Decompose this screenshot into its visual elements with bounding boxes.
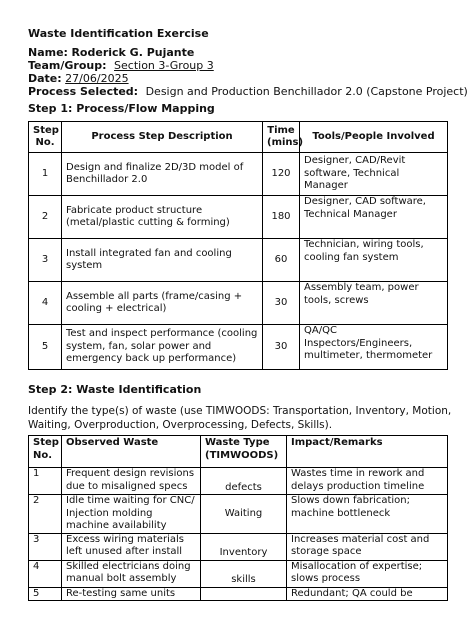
process-label: Process Selected: [28, 85, 139, 98]
header-observed-waste: Observed Waste [62, 436, 201, 468]
step1-heading: Step 1: Process/Flow Mapping [28, 102, 215, 115]
time-cell: 30 [263, 282, 300, 325]
header-time: Time (mins) [263, 122, 300, 153]
table-row [29, 239, 448, 282]
table-row [29, 153, 448, 196]
team-row [28, 59, 468, 72]
table-row [29, 325, 448, 370]
observed-waste-cell: Re-testing same units [62, 587, 201, 601]
time-cell: 60 [263, 239, 300, 282]
header-waste-type: Waste Type (TIMWOODS) [201, 436, 287, 468]
desc-cell: Design and finalize 2D/3D model of Benchillador 2.0 [62, 153, 263, 196]
document-meta [28, 46, 468, 98]
step-no-cell: 3 [29, 239, 62, 282]
step-no-cell: 4 [29, 282, 62, 325]
observed-waste-cell: Idle time waiting for CNC/ Injection molding machine availability [62, 495, 201, 534]
document-title: Waste Identification Exercise [28, 27, 209, 40]
name-value: Roderick G. Pujante [71, 46, 195, 59]
table-row [29, 533, 448, 560]
step2-heading: Step 2: Waste Identification [28, 383, 202, 396]
step-no-cell: 1 [29, 153, 62, 196]
desc-cell: Test and inspect performance (cooling system, fan, solar power and emergency back up performance) [62, 325, 263, 370]
step-no-cell: 2 [29, 495, 62, 534]
waste-type-cell: defects [201, 468, 287, 495]
observed-waste-cell: Skilled electricians doing manual bolt assembly [62, 560, 201, 587]
impact-cell: Redundant; QA could be [287, 587, 448, 601]
header-step-no: Step No. [29, 436, 62, 468]
impact-cell: Misallocation of expertise; slows process [287, 560, 448, 587]
waste-type-cell: Waiting [201, 495, 287, 534]
impact-cell: Slows down fabrication; machine bottleneck [287, 495, 448, 534]
impact-cell: Increases material cost and storage space [287, 533, 448, 560]
time-cell: 30 [263, 325, 300, 370]
tools-cell: Designer, CAD software, Technical Manager [300, 196, 448, 239]
desc-cell: Fabricate product structure (metal/plastic cutting & forming) [62, 196, 263, 239]
header-impact: Impact/Remarks [287, 436, 448, 468]
observed-waste-cell: Excess wiring materials left unused after install [62, 533, 201, 560]
observed-waste-cell: Frequent design revisions due to misaligned specs [62, 468, 201, 495]
table-row [29, 587, 448, 601]
table-row [29, 468, 448, 495]
header-tools: Tools/People Involved [300, 122, 448, 153]
table-row [29, 495, 448, 534]
process-value: Design and Production Benchillador 2.0 (Capstone Project) [145, 85, 468, 98]
tools-cell: QA/QC Inspectors/Engineers, multimeter, thermometer [300, 325, 448, 370]
table-header-row [29, 122, 448, 153]
header-process-desc: Process Step Description [62, 122, 263, 153]
step-no-cell: 2 [29, 196, 62, 239]
date-value: 27/06/2025 [65, 72, 129, 85]
tools-cell: Technician, wiring tools, cooling fan system [300, 239, 448, 282]
team-label: Team/Group: [28, 59, 107, 72]
table-header-row [29, 436, 448, 468]
table-row [29, 560, 448, 587]
step2-description: Identify the type(s) of waste (use TIMWOODS: Transportation, Inventory, Motion, Waiting, Overproduction, Overprocessing, Defects, Skills). [28, 405, 452, 431]
date-row [28, 72, 468, 85]
tools-cell: Assembly team, power tools, screws [300, 282, 448, 325]
time-cell: 180 [263, 196, 300, 239]
header-step-no: Step No. [29, 122, 62, 153]
team-value: Section 3-Group 3 [114, 59, 214, 72]
desc-cell: Assemble all parts (frame/casing + cooling + electrical) [62, 282, 263, 325]
waste-type-cell: Inventory [201, 533, 287, 560]
time-cell: 120 [263, 153, 300, 196]
waste-identification-table [28, 435, 448, 601]
process-row [28, 85, 468, 98]
step-no-cell: 3 [29, 533, 62, 560]
waste-type-cell [201, 587, 287, 601]
step-no-cell: 1 [29, 468, 62, 495]
desc-cell: Install integrated fan and cooling system [62, 239, 263, 282]
name-label: Name: [28, 46, 68, 59]
date-label: Date: [28, 72, 62, 85]
step-no-cell: 5 [29, 325, 62, 370]
table-row [29, 196, 448, 239]
step-no-cell: 5 [29, 587, 62, 601]
tools-cell: Designer, CAD/Revit software, Technical Manager [300, 153, 448, 196]
process-mapping-table [28, 121, 448, 370]
name-row [28, 46, 468, 59]
waste-type-cell: skills [201, 560, 287, 587]
table-row [29, 282, 448, 325]
step-no-cell: 4 [29, 560, 62, 587]
impact-cell: Wastes time in rework and delays production timeline [287, 468, 448, 495]
